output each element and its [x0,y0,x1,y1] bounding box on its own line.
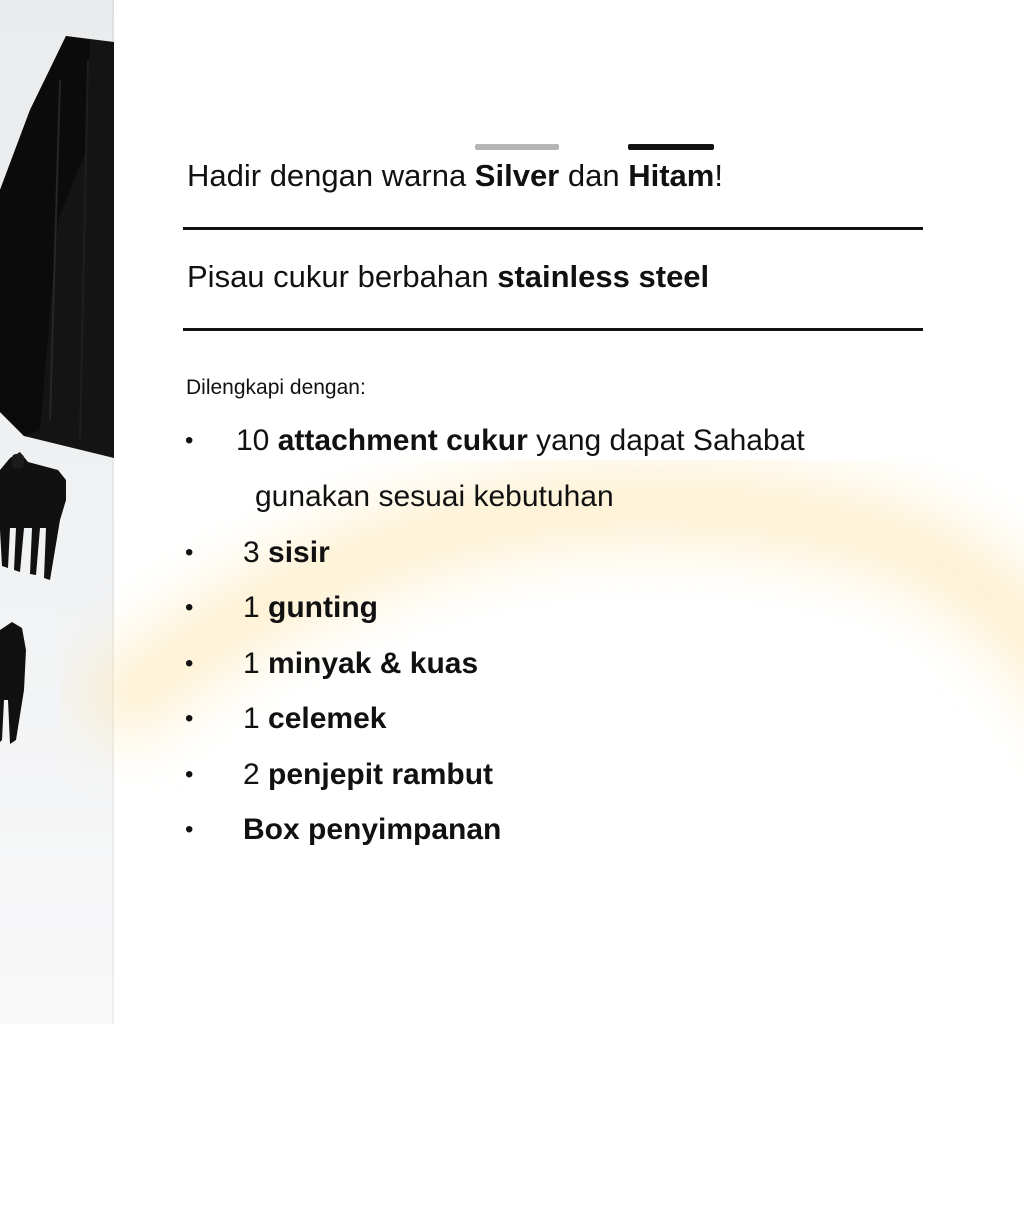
list-item: Box penyimpanan [243,813,502,846]
silver-swatch [475,144,559,150]
bullet-icon: • [185,539,194,566]
black-color-label: Hitam [628,156,714,196]
list-item: 3 sisir [243,536,330,569]
color-options-text: Hadir dengan warna Silver dan Hitam! [187,156,723,196]
bullet-icon: • [185,705,194,732]
black-swatch [628,144,714,150]
list-item: 1 gunting [243,591,378,624]
bullet-icon: • [185,427,194,454]
silver-color-label: Silver [475,156,559,196]
list-item: 1 celemek [243,702,387,735]
divider-bottom [183,328,923,331]
bullet-icon: • [185,816,194,843]
included-intro: Dilengkapi dengan: [186,376,366,399]
list-item: 1 minyak & kuas [243,647,479,680]
bullet-icon: • [185,761,194,788]
bullet-icon: • [185,594,194,621]
list-item: 10 attachment cukur yang dapat Sahabat [236,424,805,457]
material-text: Pisau cukur berbahan stainless steel [187,259,710,294]
list-item: 2 penjepit rambut [243,758,494,791]
divider-top [183,227,923,230]
list-item-continuation: gunakan sesuai kebutuhan [255,480,614,513]
bullet-icon: • [185,650,194,677]
